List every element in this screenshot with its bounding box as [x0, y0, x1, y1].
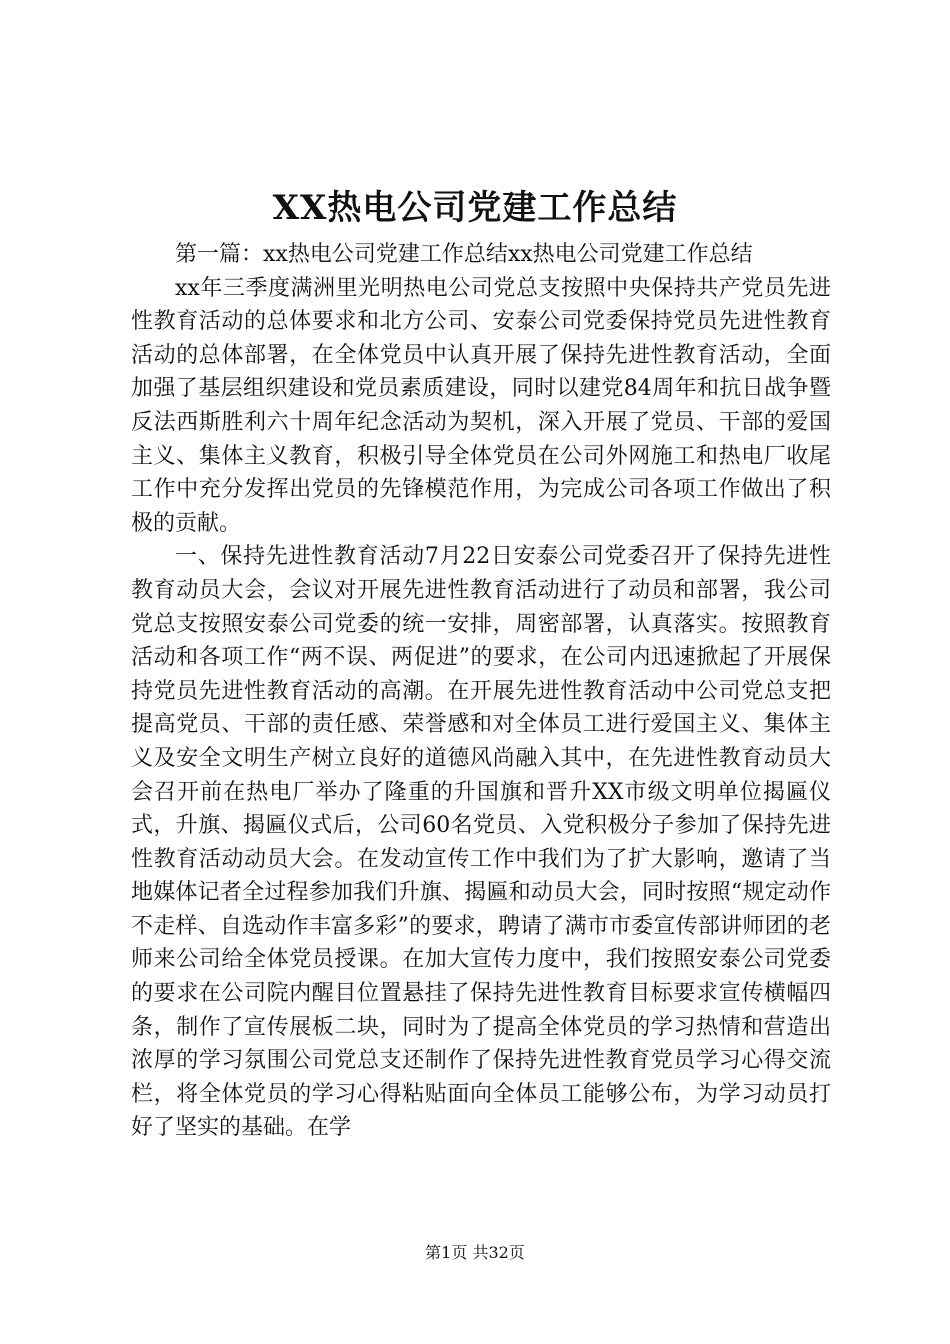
paragraph-section-one: 一、保持先进性教育活动7月22日安泰公司党委召开了保持先进性教育动员大会，会议对开展先进性教育活动进行了动员和部署，我公司党总支按照安泰公司党委的统一安排，周密部署，认真落实。按照教育活动和各项工作“两不误、两促进”的要求，在公司内迅速掀起了开展保持党员先进性教育活动的高潮。在开展先进性教育活动中公司党总支把提高党员、干部的责任感、荣誉感和对全体员工进行爱国主义、集体主义及安全文明生产树立良好的道德风尚融入其中，在先进性教育动员大会召开前在热电厂举办了隆重的升国旗和晋升XX市级文明单位揭匾仪式，升旗、揭匾仪式后，公司60名党员、入党积极分子参加了保持先进性教育活动动员大会。在发动宣传工作中我们为了扩大影响，邀请了当地媒体记者全过程参加我们升旗、揭匾和动员大会，同时按照“规定动作不走样、自选动作丰富多彩”的要求，聘请了满市市委宣传部讲师团的老师来公司给全体党员授课。在加大宣传力度中，我们按照安泰公司党委的要求在公司院内醒目位置悬挂了保持先进性教育目标要求宣传横幅四条，制作了宣传展板二块，同时为了提高全体党员的学习热情和营造出浓厚的学习氛围公司党总支还制作了保持先进性教育党员学习心得交流栏，将全体党员的学习心得粘贴面向全体员工能够公布，为学习动员打好了坚实的基础。在学: [131, 544, 831, 1141]
paragraph-heading-line: 第一篇：xx热电公司党建工作总结xx热电公司党建工作总结: [175, 242, 753, 267]
document-title: XX热电公司党建工作总结: [272, 188, 678, 228]
paragraph-summary: xx年三季度满洲里光明热电公司党总支按照中央保持共产党员先进性教育活动的总体要求和北方公司、安泰公司党委保持党员先进性教育活动的总体部署，在全体党员中认真开展了保持先进性教育活动，全面加强了基层组织建设和党员素质建设，同时以建党84周年和抗日战争暨反法西斯胜利六十周年纪念活动为契机，深入开展了党员、干部的爱国主义、集体主义教育，积极引导全体党员在公司外网施工和热电厂收尾工作中充分发挥出党员的先锋模范作用，为完成公司各项工作做出了积极的贡献。: [131, 275, 831, 536]
page-number: 第1页 共32页: [425, 1243, 525, 1262]
document-body: [131, 238, 831, 1145]
